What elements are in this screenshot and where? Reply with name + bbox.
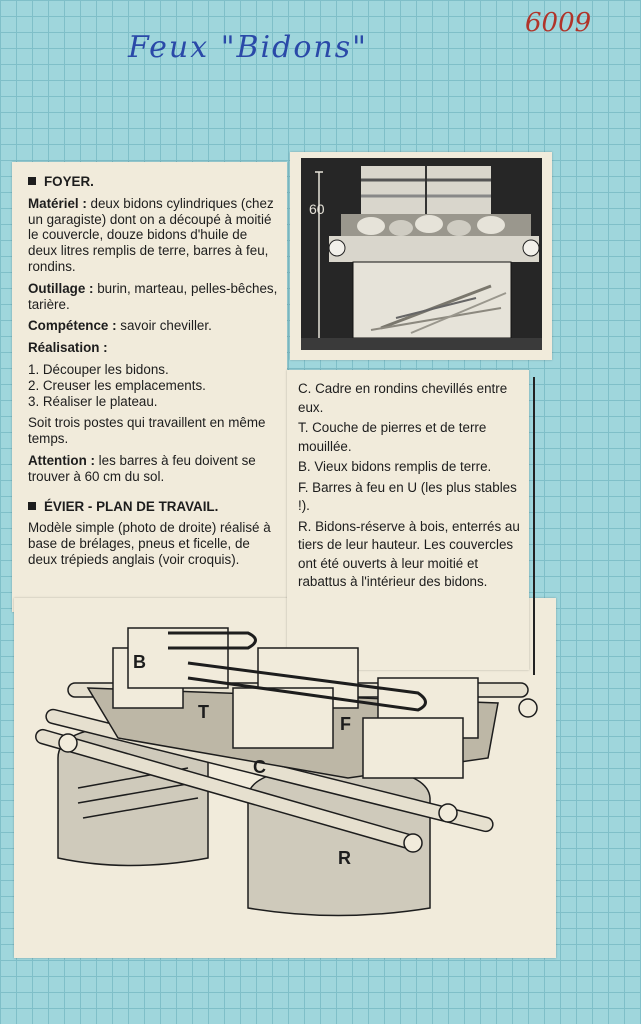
foyer-section bbox=[28, 174, 278, 574]
drawing-label-r: R bbox=[338, 848, 351, 868]
drawing-label-b: B bbox=[133, 652, 146, 672]
photo-measure-label: 60 bbox=[309, 201, 325, 217]
legend-item-c: C. Cadre en rondins chevillés entre eux. bbox=[298, 381, 508, 415]
step-item: 2. Creuser les emplacements. bbox=[28, 377, 206, 393]
legend bbox=[298, 380, 526, 594]
foyer-drawing bbox=[18, 608, 556, 953]
materiel-paragraph: Matériel : deux bidons cylindriques (chez un garagiste) dont on a découpé à moitié le couvercle, douze bidons d'huile de deux litres remplis de terre, barres à feu, rondins. bbox=[28, 195, 274, 274]
legend-item-t: T. Couche de pierres et de terre mouillée. bbox=[298, 420, 487, 454]
evier-paragraph: Modèle simple (photo de droite) réalisé à base de brélages, pneus et ficelle, de deux trépieds anglais (voir croquis). bbox=[28, 520, 271, 567]
drawing-label-f: F bbox=[340, 714, 351, 734]
legend-item-b: B. Vieux bidons remplis de terre. bbox=[298, 459, 492, 474]
drawing-label-c: C bbox=[253, 757, 266, 777]
handwritten-title: Feux "Bidons" bbox=[128, 30, 368, 65]
drawing-label-t: T bbox=[198, 702, 209, 722]
evier-heading: ÉVIER - PLAN DE TRAVAIL. bbox=[28, 499, 278, 515]
realisation-heading: Réalisation : bbox=[28, 340, 108, 356]
competence-paragraph: Compétence : savoir cheviller. bbox=[28, 318, 212, 334]
attention-paragraph: Attention : les barres à feu doivent se trouver à 60 cm du sol. bbox=[28, 452, 256, 484]
postes-paragraph: Soit trois postes qui travaillent en même temps. bbox=[28, 415, 266, 447]
outillage-paragraph: Outillage : burin, marteau, pelles-bêches, tarière. bbox=[28, 280, 278, 312]
step-item: 1. Découper les bidons. bbox=[28, 361, 169, 377]
legend-item-r: R. Bidons-réserve à bois, enterrés au tiers de leur hauteur. Les couvercles ont été ouverts à leur moitié et rabattus à l'intérieur des bidons. bbox=[298, 518, 520, 589]
foyer-heading: FOYER. bbox=[28, 174, 278, 190]
foyer-photo bbox=[301, 158, 542, 350]
legend-item-f: F. Barres à feu en U (les plus stables !). bbox=[298, 479, 517, 513]
handwritten-number: 6009 bbox=[525, 8, 592, 38]
realisation-steps bbox=[28, 362, 278, 409]
step-item: 3. Réaliser le plateau. bbox=[28, 393, 158, 409]
